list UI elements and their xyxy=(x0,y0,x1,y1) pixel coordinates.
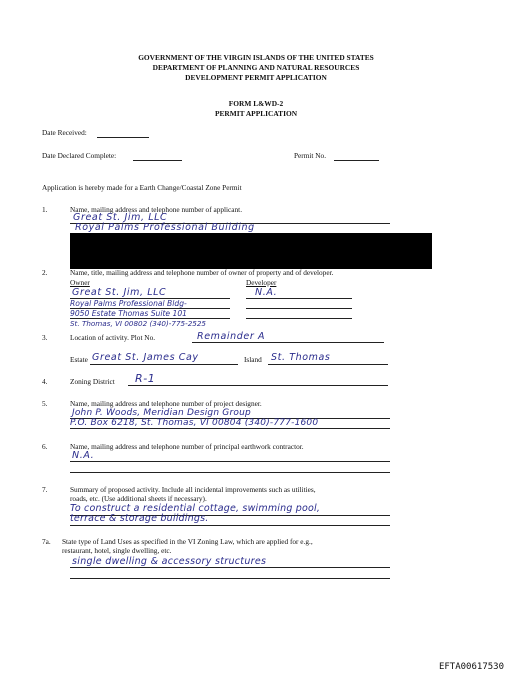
item-4-label: Zoning District xyxy=(70,377,115,386)
intro-text: Application is hereby made for a Earth Change/Coastal Zone Permit xyxy=(42,183,242,192)
designer-line-2 xyxy=(70,428,390,429)
estate-line xyxy=(90,364,238,365)
activity-summary-2: terrace & storage buildings. xyxy=(70,513,209,524)
item-1-applicant-address: Royal Palms Professional Building xyxy=(75,222,255,233)
island-line xyxy=(268,364,388,365)
item-2-number: 2. xyxy=(42,268,48,277)
header-department: DEPARTMENT OF PLANNING AND NATURAL RESOURCES xyxy=(152,63,360,72)
item-7-label-2: roads, etc. (Use additional sheets if necessary). xyxy=(70,494,207,503)
date-received-label: Date Received: xyxy=(42,128,87,137)
developer-label: Developer xyxy=(246,278,277,287)
header-government: GOVERNMENT OF THE VIRGIN ISLANDS OF THE UNITED STATES xyxy=(138,53,374,62)
item-3-label: Location of activity. Plot No. xyxy=(70,333,156,342)
land-use-type: single dwelling & accessory structures xyxy=(72,556,267,567)
item-7-label-1: Summary of proposed activity. Include all incidental improvements such as utilities, xyxy=(70,485,316,494)
form-number: FORM L&WD-2 xyxy=(228,99,284,108)
item-6-label: Name, mailing address and telephone number of principal earthwork contractor. xyxy=(70,442,304,451)
developer-line-3 xyxy=(246,318,352,319)
designer-address: P.O. Box 6218, St. Thomas, VI 00804 (340)-777-1600 xyxy=(70,418,319,428)
item-6-number: 6. xyxy=(42,442,48,451)
item-3-number: 3. xyxy=(42,333,48,342)
developer-line-1 xyxy=(246,298,352,299)
plot-line xyxy=(192,342,384,343)
item-7a-label-2: restaurant, hotel, single dwelling, etc. xyxy=(62,546,172,555)
estate-label: Estate xyxy=(70,355,88,364)
item-5-label: Name, mailing address and telephone number of project designer. xyxy=(70,399,262,408)
zoning-district: R-1 xyxy=(135,372,156,385)
item-7-number: 7. xyxy=(42,485,48,494)
land-use-line-1 xyxy=(70,567,390,568)
contractor-line-2 xyxy=(70,472,390,473)
permit-no-label: Permit No. xyxy=(294,151,327,160)
permit-no-field[interactable] xyxy=(334,160,379,161)
owner-address-1: Royal Palms Professional Bldg- xyxy=(70,299,187,308)
form-title: PERMIT APPLICATION xyxy=(214,109,298,118)
item-4-number: 4. xyxy=(42,377,48,386)
designer-name: John P. Woods, Meridian Design Group xyxy=(72,408,251,418)
island-label: Island xyxy=(244,355,262,364)
owner-address-2: 9050 Estate Thomas Suite 101 xyxy=(70,309,188,318)
plot-number: Remainder A xyxy=(197,331,266,342)
activity-summary-1: To construct a residential cottage, swimming pool, xyxy=(70,503,321,514)
item-7a-label-1: State type of Land Uses as specified in the VI Zoning Law, which are applied for e.g., xyxy=(62,537,313,546)
document-id: EFTA00617530 xyxy=(438,662,504,672)
item-5-number: 5. xyxy=(42,399,48,408)
date-declared-label: Date Declared Complete: xyxy=(42,151,117,160)
contractor-line-1 xyxy=(70,461,390,462)
date-received-field[interactable] xyxy=(97,137,149,138)
redaction-block xyxy=(70,233,432,269)
developer-line-2 xyxy=(246,308,352,309)
land-use-line-2 xyxy=(70,578,390,579)
contractor-name: N.A. xyxy=(72,450,95,461)
zoning-line xyxy=(128,385,388,386)
estate-name: Great St. James Cay xyxy=(92,352,199,363)
island-name: St. Thomas xyxy=(271,352,331,363)
date-declared-field[interactable] xyxy=(133,160,182,161)
owner-label: Owner xyxy=(70,278,90,287)
item-1-applicant-name: Great St. Jim, LLC xyxy=(73,212,168,223)
item-1-label: Name, mailing address and telephone number of applicant. xyxy=(70,205,243,214)
developer-name: N.A. xyxy=(255,287,278,298)
summary-line-2 xyxy=(70,525,390,526)
header-application: DEVELOPMENT PERMIT APPLICATION xyxy=(185,73,327,82)
item-1-number: 1. xyxy=(42,205,48,214)
item-2-label: Name, title, mailing address and telephone number of owner of property and of developer. xyxy=(70,268,334,277)
item-7a-number: 7a. xyxy=(42,537,51,546)
owner-name: Great St. Jim, LLC xyxy=(72,287,167,298)
owner-address-3: St. Thomas, VI 00802 (340)-775-2525 xyxy=(70,319,207,328)
